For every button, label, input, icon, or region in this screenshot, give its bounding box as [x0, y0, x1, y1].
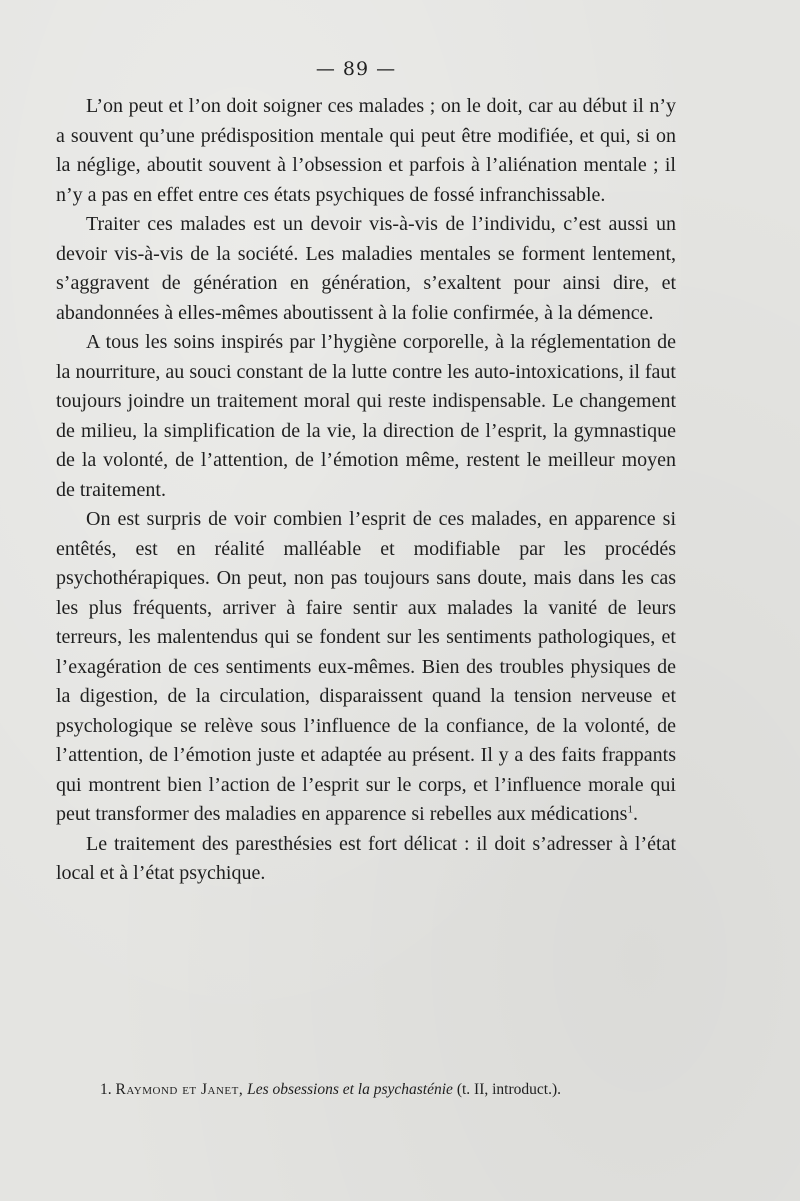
- body-text: [56, 92, 676, 889]
- footnote-number: 1.: [100, 1081, 112, 1098]
- footnote-detail: (t. II, introduct.).: [456, 1081, 561, 1098]
- paragraph-1: L’on peut et l’on doit soigner ces malades ; on le doit, car au début il n’y a souvent qu’une prédisposition mentale qui peut être modifiée, et qui, si on la néglige, aboutit souvent à l’obsession et parfois à l’aliénation mentale ; il n’y a pas en effet entre ces états psychiques de fossé infranchissable.: [56, 95, 676, 206]
- paragraph-2: Traiter ces malades est un devoir vis-à-vis de l’individu, c’est aussi un devoir vis-à-vis de la société. Les maladies mentales se forment lentement, s’aggravent de génération en génération, s’exaltent pour ainsi dire, et abandonnées à elles-mêmes aboutissent à la folie confirmée, à la démence.: [56, 213, 676, 324]
- page-number: — 89 —: [315, 58, 397, 80]
- paragraph-4: On est surpris de voir combien l’esprit de ces malades, en apparence si entêtés, est en réalité malléable et modifiable par les procédés psychothérapiques. On peut, non pas toujours sans doute, mais dans les cas les plus fréquents, arriver à faire sentir aux malades la vanité de leurs terreurs, les malentendus qui se fondent sur les sentiments pathologiques, et l’exagération de ces sentiments eux-mêmes. Bien des troubles physiques de la digestion, de la circulation, disparaissent quand la tension nerveuse et psychologique se relève sous l’influence de la confiance, de la volonté, de l’attention, de l’émotion juste et adaptée au présent. Il y a des faits frappants qui montrent bien l’action de l’esprit sur le corps, et l’influence morale qui peut transformer des maladies en apparence si rebelles aux médications$^1$.: [56, 508, 676, 825]
- paragraph-5: Le traitement des paresthésies est fort délicat : il doit s’adresser à l’état local et à l’état psychique.: [56, 832, 676, 884]
- footnote-title: Les obsessions et la psychasténie: [247, 1081, 453, 1098]
- paragraph-4-text: On est surpris de voir combien l’esprit de ces malades, en apparence si entêtés, est en réalité malléable et modifiable par les procédés psychothérapiques. On peut, non pas toujours sans doute, mais dans les cas les plus fréquents, arriver à faire sentir aux malades la vanité de leurs terreurs, les malentendus qui se fondent sur les sentiments pathologiques, et l’exagération de ces sentiments eux-mêmes. Bien des troubles physiques de la digestion, de la circulation, disparaissent quand la tension nerveuse et psychologique se relève sous l’influence de la confiance, de la volonté, de l’attention, de l’émotion juste et adaptée au présent. Il y a des faits frappants qui montrent bien l’action de l’esprit sur le corps, et l’influence morale qui peut transformer des maladies en apparence si rebelles aux médications: [56, 508, 676, 825]
- footnote-authors: Raymond et Janet,: [115, 1081, 244, 1098]
- paragraph-3: A tous les soins inspirés par l’hygiène corporelle, à la réglementation de la nourriture, au souci constant de la lutte contre les auto-intoxications, il faut toujours joindre un traitement moral qui reste indispensable. Le changement de milieu, la simplification de la vie, la direction de l’esprit, la gymnastique de la volonté, de l’attention, de l’émotion même, restent le meilleur moyen de traitement.: [56, 331, 676, 501]
- footnote-marker[interactable]: 1: [627, 803, 633, 816]
- footnote: [100, 1080, 700, 1100]
